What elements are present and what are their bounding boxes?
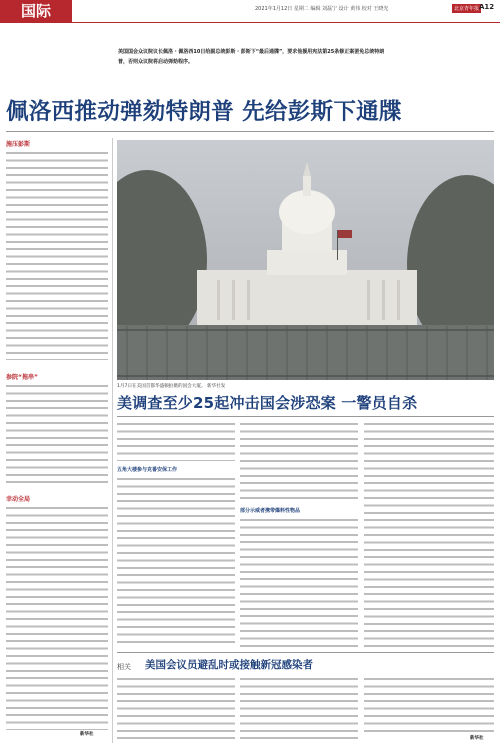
related-headline: 美国会议员避乱时或接触新冠感染者 [145,659,313,671]
left-column-body-3 [6,505,108,730]
story2-col2-body [240,517,358,647]
related-author: 新华社 [470,736,484,741]
related-col2 [240,676,358,740]
related-col1 [117,676,235,740]
related-col3 [364,676,494,732]
left-column-body-2 [6,383,108,483]
lead-paragraph: 美国国会众议院议长佩洛 · 佩洛西10日给副总统彭斯 · 彭斯下“最后通牒”，要求他援用宪法第25条修正案罢免总统特朗普，否则众议院将启动弹劾程序。 [118,49,385,65]
headline-rule [6,131,494,132]
left-column-body-1 [6,150,108,360]
story2-headline: 美调查至少25起冲击国会涉恐案 一警员自杀 [117,394,418,412]
paper-name-badge: 北京青年报 [454,6,480,12]
story2-col2-top [240,421,358,501]
page-number: A12 [479,3,495,11]
story2-subhead-a: 五角大楼参与克番安保工作 [117,467,178,473]
related-tag: 相关 [117,663,131,671]
capitol-building-icon [117,140,494,380]
related-rule [117,652,494,653]
left-subhead-2: 参院“拖串” [6,374,38,381]
story2-col3-body [364,421,494,647]
issue-info: 2021年1月12日 星期二 编辑 刘磊宁 设计 黄伟 校对 王晓光 [255,6,389,12]
header-bar [0,0,500,23]
left-subhead-3: 幸动全局 [6,496,31,503]
story2-col1-body [117,476,235,646]
story2-col1-top [117,421,235,461]
story2-rule [117,416,494,417]
photo-caption: 1月7日在美国首都华盛顿拍摄的国会大厦。 新华社发 [117,384,226,389]
column-divider [112,138,113,743]
section-tag: 国际 [0,0,72,22]
page-headline: 佩洛西推动弹劾特朗普 先给彭斯下通牒 [6,99,402,125]
left-subhead-1: 施压彭斯 [6,141,31,148]
capitol-photo [117,140,494,380]
story2-subhead-b: 部分示威者携带爆料性物品 [240,508,301,514]
left-author: 新华社 [80,732,94,737]
